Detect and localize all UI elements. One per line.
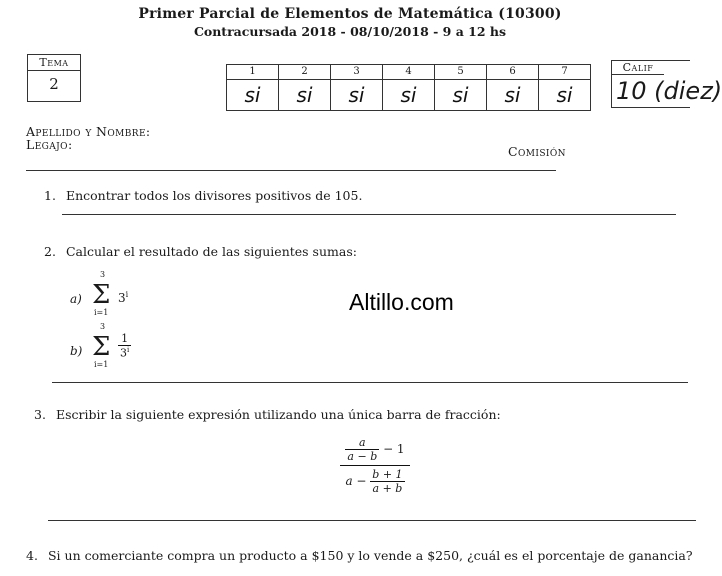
divider bbox=[62, 214, 676, 215]
calif-label: Calif bbox=[612, 62, 664, 75]
name-label: Apellido y Nombre: bbox=[26, 124, 151, 139]
question-text: Escribir la siguiente expresión utilizando una única barra de fracción: bbox=[55, 407, 501, 422]
question-text: Calcular el resultado de las siguientes sumas: bbox=[65, 244, 357, 259]
sum-upper: 3 bbox=[100, 322, 106, 331]
sum-lower: i=1 bbox=[94, 308, 109, 317]
grade-mark: si bbox=[435, 80, 487, 111]
grade-mark: si bbox=[383, 80, 435, 111]
tema-value: 2 bbox=[49, 75, 59, 93]
grade-number: 1 bbox=[227, 65, 279, 80]
watermark: Altillo.com bbox=[349, 289, 454, 315]
grade-number: 5 bbox=[435, 65, 487, 80]
sum-term: $\frac{1}{3^i}$ bbox=[120, 332, 130, 360]
sigma-symbol: Σ bbox=[92, 280, 111, 310]
tema-box bbox=[27, 54, 81, 102]
sum-term: 3$^i$ bbox=[118, 290, 129, 305]
comision-label: Comisión bbox=[508, 144, 566, 159]
question-number: 1. bbox=[44, 188, 56, 203]
grade-number: 6 bbox=[487, 65, 539, 80]
divider bbox=[26, 170, 556, 171]
grade-mark: si bbox=[487, 80, 539, 111]
item-label: a) bbox=[70, 292, 82, 306]
question-text: Si un comerciante compra un producto a $150 y lo vende a $250, ¿cuál es el porcentaje de ganancia? bbox=[47, 548, 693, 563]
divider bbox=[48, 520, 696, 521]
grade-mark: si bbox=[539, 80, 591, 111]
divider bbox=[52, 382, 688, 383]
grade-table bbox=[226, 64, 591, 111]
grade-number: 7 bbox=[539, 65, 591, 80]
item-label: b) bbox=[70, 344, 83, 358]
question-number: 3. bbox=[34, 407, 46, 422]
question-text: Encontrar todos los divisores positivos de 105. bbox=[65, 188, 363, 203]
calif-value: 10 (diez) bbox=[616, 77, 722, 105]
sum-a bbox=[70, 270, 160, 320]
question-1 bbox=[44, 188, 362, 203]
calif-box bbox=[611, 60, 722, 108]
tema-label: Tema bbox=[28, 56, 80, 71]
compound-fraction: $\frac{a}{a - b}$ − 1 a − $\frac{b + 1}{a + b}$ bbox=[340, 436, 410, 495]
sum-lower: i=1 bbox=[94, 360, 109, 369]
question-number: 2. bbox=[44, 244, 56, 259]
page-subtitle: Contracursada 2018 - 08/10/2018 - 9 a 12 hs bbox=[193, 24, 507, 39]
question-2 bbox=[44, 244, 357, 259]
sum-upper: 3 bbox=[100, 270, 106, 279]
grade-number: 3 bbox=[331, 65, 383, 80]
question-3 bbox=[34, 407, 501, 422]
sigma-symbol: Σ bbox=[92, 332, 111, 362]
page-title: Primer Parcial de Elementos de Matemática (10300) bbox=[138, 6, 562, 22]
question-number: 4. bbox=[26, 548, 38, 563]
grade-mark: si bbox=[279, 80, 331, 111]
sum-b bbox=[70, 322, 160, 372]
grade-number: 2 bbox=[279, 65, 331, 80]
question-4 bbox=[26, 548, 693, 563]
legajo-label: Legajo: bbox=[26, 137, 73, 152]
grade-mark: si bbox=[227, 80, 279, 111]
grade-number: 4 bbox=[383, 65, 435, 80]
grade-mark: si bbox=[331, 80, 383, 111]
